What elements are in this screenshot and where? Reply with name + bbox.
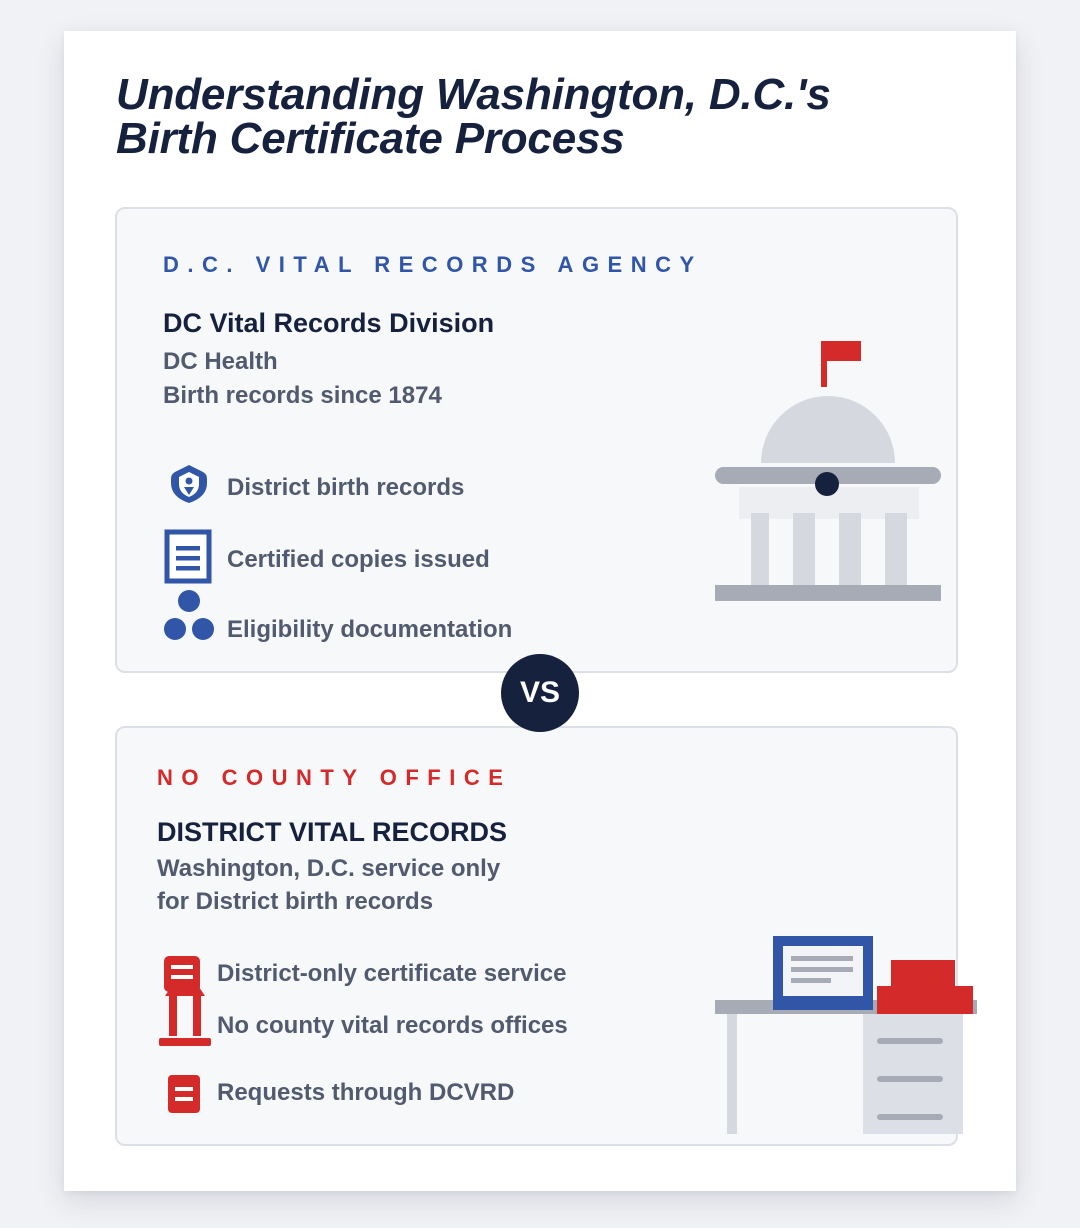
infographic-sheet: [64, 31, 1016, 1191]
agency-feature-1: District birth records: [227, 474, 465, 501]
people-icon: [163, 589, 215, 643]
vs-badge: VS: [501, 654, 579, 732]
county-feature-3: Requests through DCVRD: [217, 1079, 515, 1106]
county-feature-1: District-only certificate service: [217, 960, 567, 987]
agency-subtitle-line-1: DC Health: [163, 348, 278, 375]
title-line-1: Understanding Washington, D.C.'s: [116, 70, 831, 119]
county-card: [115, 726, 958, 1146]
agency-card: [115, 207, 958, 673]
title-line-2: Birth Certificate Process: [116, 114, 625, 163]
agency-feature-3: Eligibility documentation: [227, 616, 513, 643]
office-desk-icon: [715, 936, 977, 1136]
county-feature-2: No county vital records offices: [217, 1012, 568, 1039]
capitol-building-icon: [715, 341, 945, 603]
county-subtitle-line-2: for District birth records: [157, 888, 434, 915]
page-title: [116, 70, 936, 163]
agency-feature-2: Certified copies issued: [227, 546, 490, 573]
podium-icon: [157, 978, 213, 1048]
county-subtitle-line-1: Washington, D.C. service only: [157, 855, 501, 882]
county-name: DISTRICT VITAL RECORDS: [157, 817, 508, 847]
agency-subtitle-line-2: Birth records since 1874: [163, 382, 442, 409]
shield-icon: [167, 463, 211, 505]
agency-kicker: D.C. VITAL RECORDS AGENCY: [163, 252, 703, 277]
agency-subtitle: [163, 345, 442, 413]
document-icon: [164, 529, 214, 585]
form-icon: [167, 1074, 201, 1114]
agency-name: DC Vital Records Division: [163, 308, 495, 338]
county-kicker: NO COUNTY OFFICE: [157, 765, 512, 790]
county-subtitle: [157, 852, 500, 918]
